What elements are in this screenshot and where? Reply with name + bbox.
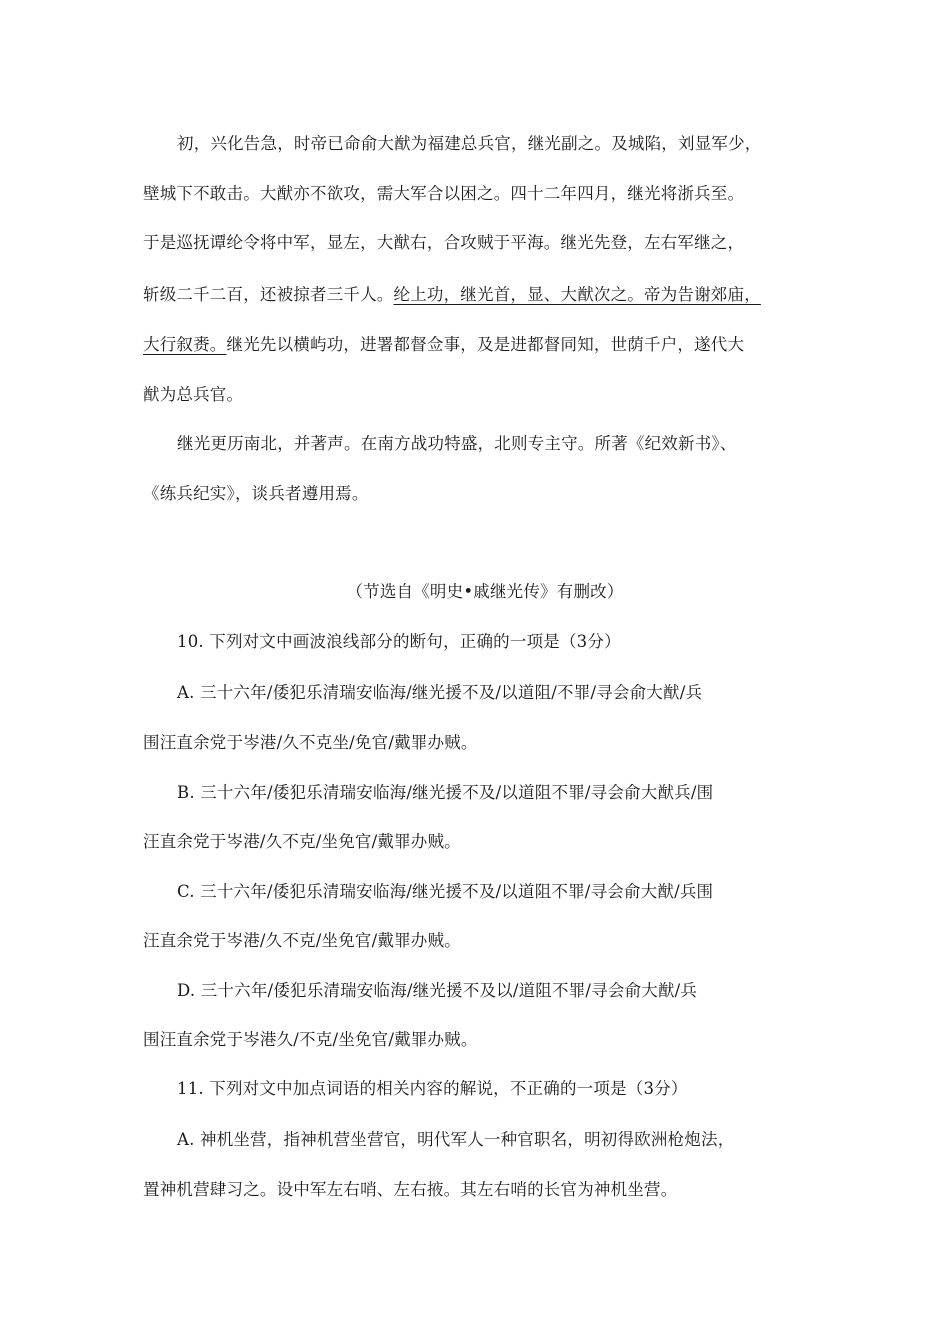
passage-text: 继光先以横屿功，进署都督佥事，及是进都督同知，世荫千户，遂代大 — [226, 335, 745, 354]
question-11-stem: 11. 下列对文中加点词语的相关内容的解说，不正确的一项是（3分） — [177, 1079, 688, 1098]
question-11-option-a: A. 神机坐营，指神机营坐营官，明代军人一种官职名，明初得欧洲枪炮法， — [177, 1130, 735, 1149]
question-10-option-b: B. 三十六年/倭犯乐清瑞安临海/继光援不及/以道阻不罪/寻会俞大猷兵/围 — [177, 783, 714, 802]
question-10-option-c-cont: 汪直余党于岑港/久不克/坐免官/戴罪办贼。 — [143, 931, 461, 950]
passage-text: 斩级二千二百，还被掠者三千人。 — [143, 285, 394, 304]
question-10-option-a-cont: 围汪直余党于岑港/久不克坐/免官/戴罪办贼。 — [143, 733, 478, 752]
question-10-stem: 10. 下列对文中画波浪线部分的断句，正确的一项是（3分） — [177, 632, 621, 651]
question-11-option-a-cont: 置神机营肆习之。设中军左右哨、左右掖。其左右哨的长官为神机坐营。 — [143, 1180, 678, 1199]
question-10-option-b-cont: 汪直余党于岑港/久不克/坐免官/戴罪办贼。 — [143, 832, 461, 851]
passage-line — [143, 333, 744, 357]
passage-line: 壁城下不敢击。大猷亦不欲攻，需大军合以困之。四十二年四月，继光将浙兵至。 — [143, 184, 745, 203]
source-citation: （节选自《明史•戚继光传》有删改） — [346, 582, 624, 601]
question-10-option-c: C. 三十六年/倭犯乐清瑞安临海/继光援不及/以道阻不罪/寻会俞大猷/兵围 — [177, 882, 714, 901]
passage-line: 初，兴化告急，时帝已命俞大猷为福建总兵官，继光副之。及城陷，刘显军少， — [177, 134, 762, 153]
passage-line — [143, 283, 761, 307]
passage-line: 猷为总兵官。 — [143, 385, 244, 404]
question-10-option-d: D. 三十六年/倭犯乐清瑞安临海/继光援不及以/道阻不罪/寻会俞大猷/兵 — [177, 981, 698, 1000]
passage-line: 继光更历南北，并著声。在南方战功特盛，北则专主守。所著《纪效新书》、 — [177, 434, 737, 453]
underlined-sentence: 大行叙赉。 — [143, 335, 227, 354]
question-10-option-d-cont: 围汪直余党于岑港久/不克/坐免官/戴罪办贼。 — [143, 1030, 478, 1049]
question-10-option-a: A. 三十六年/倭犯乐清瑞安临海/继光援不及/以道阻/不罪/寻会俞大猷/兵 — [177, 683, 703, 702]
passage-line: 《练兵纪实》，谈兵者遵用焉。 — [143, 484, 369, 503]
underlined-sentence: 纶上功，继光首，显、大猷次之。帝为告谢郊庙， — [393, 285, 761, 304]
passage-line: 于是巡抚谭纶令将中军，显左，大猷右，合攻贼于平海。继光先登，左右军继之， — [143, 233, 745, 252]
